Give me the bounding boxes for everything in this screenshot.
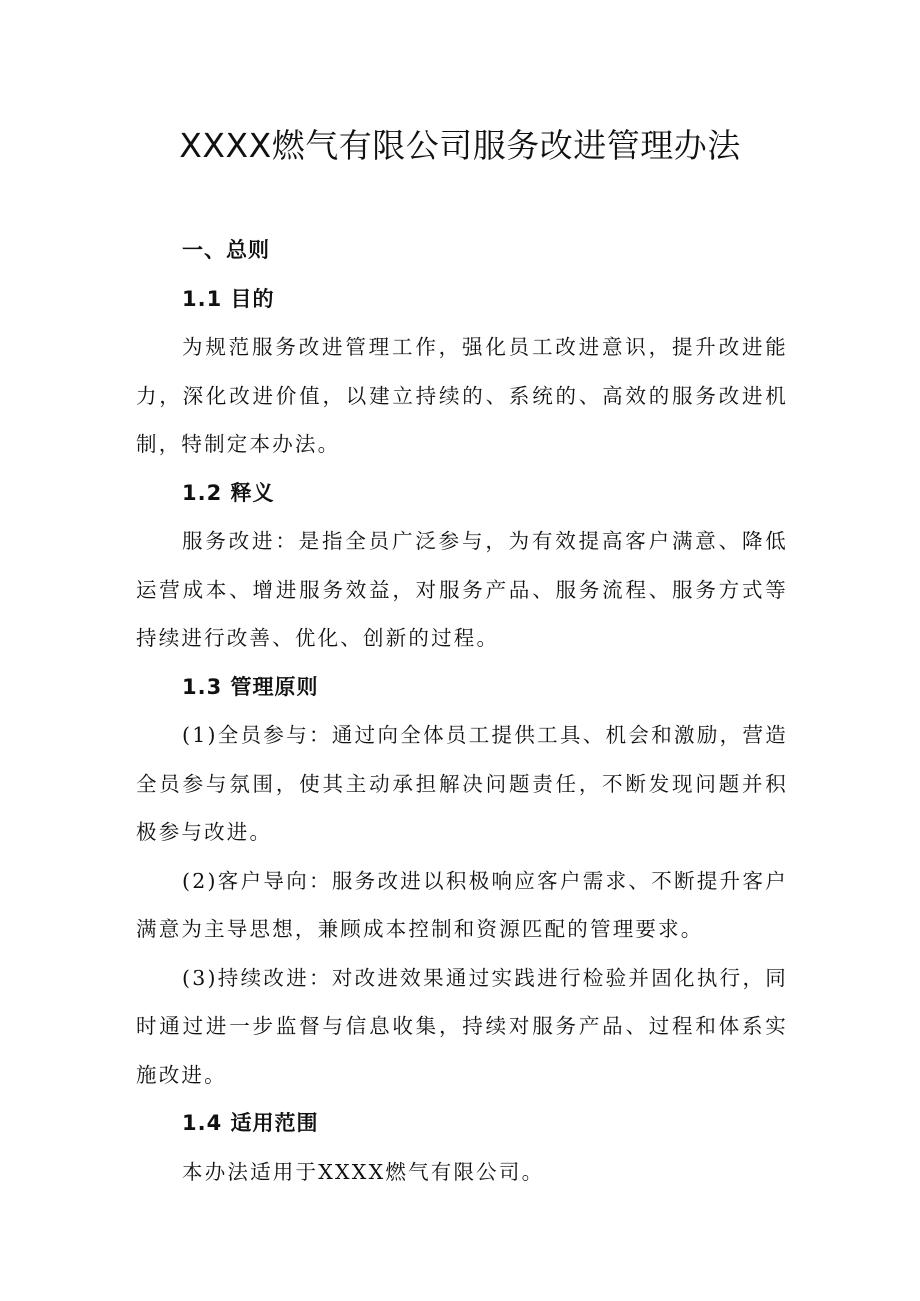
section-heading-scope: 1.4 适用范围 [182, 1111, 319, 1135]
principle-item-1: (1)全员参与：通过向全体员工提供工具、机会和激励，营造全员参与氛围，使其主动承担解决问题责任，不断发现问题并积极参与改进。 [136, 723, 788, 844]
document-title: XXXX燃气有限公司服务改进管理办法 [179, 126, 741, 165]
paragraph-definition: 服务改进：是指全员广泛参与，为有效提高客户满意、降低运营成本、增进服务效益，对服务产品、服务流程、服务方式等持续进行改善、优化、创新的过程。 [136, 529, 788, 650]
document-body [136, 226, 788, 1196]
paragraph-purpose: 为规范服务改进管理工作，强化员工改进意识，提升改进能力，深化改进价值，以建立持续的、系统的、高效的服务改进机制，特制定本办法。 [136, 335, 788, 456]
section-heading-definition: 1.2 释义 [182, 480, 275, 505]
principle-item-3: (3)持续改进：对改进效果通过实践进行检验并固化执行，同时通过进一步监督与信息收集，持续对服务产品、过程和体系实施改进。 [136, 965, 788, 1087]
section-heading-general: 一、总则 [182, 238, 270, 262]
paragraph-scope: 本办法适用于XXXX燃气有限公司。 [182, 1159, 545, 1184]
principle-item-2: (2)客户导向：服务改进以积极响应客户需求、不断提升客户满意为主导思想，兼顾成本控制和资源匹配的管理要求。 [136, 868, 788, 941]
section-heading-principles: 1.3 管理原则 [182, 674, 319, 699]
section-heading-purpose: 1.1 目的 [182, 286, 275, 311]
